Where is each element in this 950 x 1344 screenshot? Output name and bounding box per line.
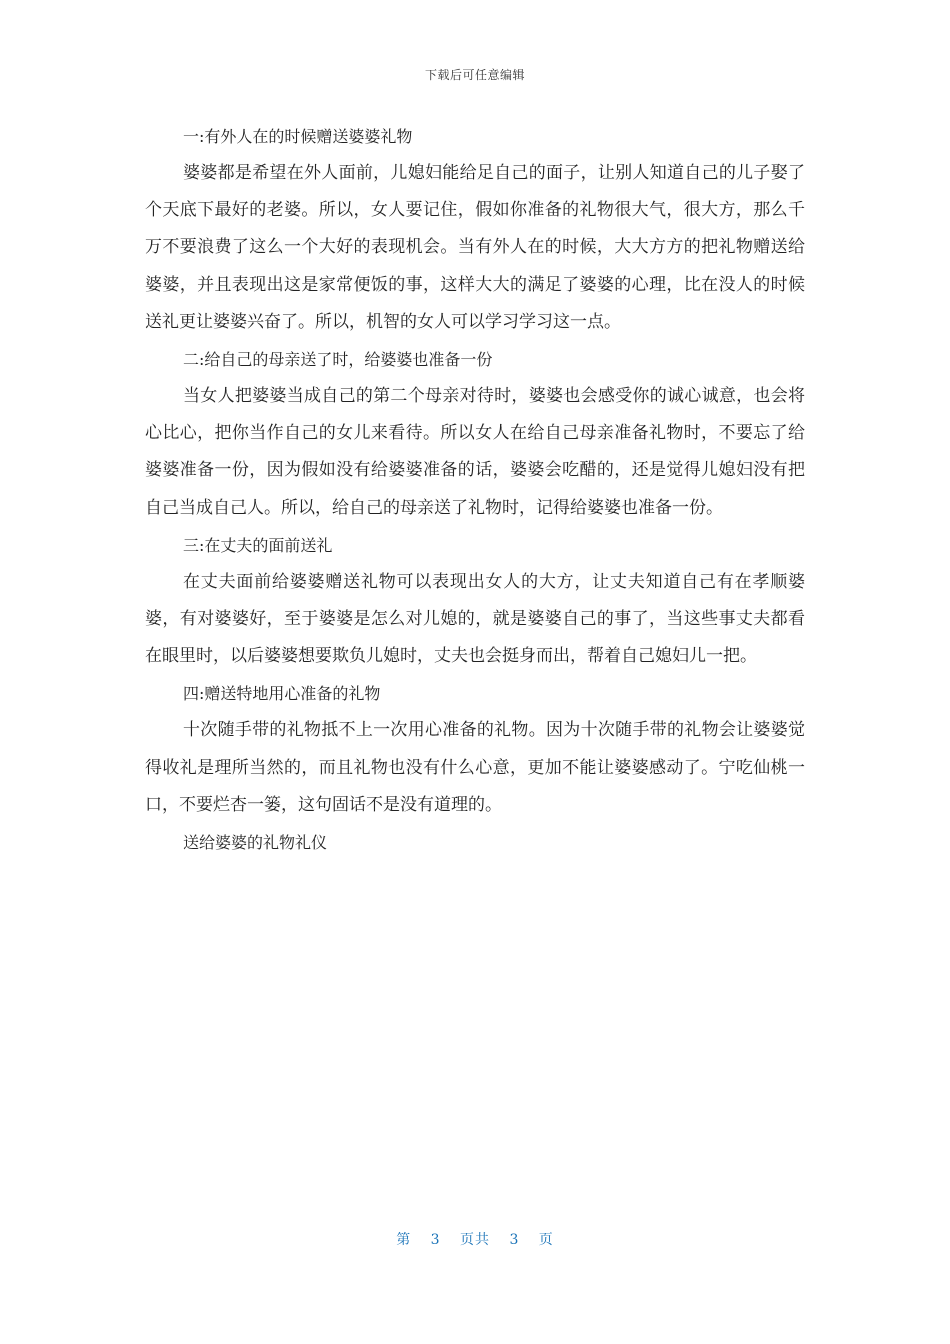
closing-line: 送给婆婆的礼物礼仪 (183, 833, 328, 853)
section-body-1: 婆婆都是希望在外人面前，儿媳妇能给足自己的面子，让别人知道自己的儿子娶了个天底下最好的老婆。所以，女人要记住，假如你准备的礼物很大气，很大方，那么千万不要浪费了这么一个大好的表现机会。当有外人在的时候，大大方方的把礼物赠送给婆婆，并且表现出这是家常便饭的事，这样大大的满足了婆婆的心理，比在没人的时候送礼更让婆婆兴奋了。所以，机智的女人可以学习学习这一点。 (145, 163, 805, 332)
document-body (145, 118, 805, 861)
section-heading-3: 三:在丈夫的面前送礼 (183, 535, 333, 555)
section-body-3: 在丈夫面前给婆婆赠送礼物可以表现出女人的大方，让丈夫知道自己有在孝顺婆婆，有对婆婆好，至于婆婆是怎么对儿媳的，就是婆婆自己的事了，当这些事丈夫都看在眼里时，以后婆婆想要欺负儿媳时，丈夫也会挺身而出，帮着自己媳妇儿一把。 (145, 571, 805, 667)
page-header: 下载后可任意编辑 (424, 68, 525, 82)
section-heading-1: 一:有外人在的时候赠送婆婆礼物 (183, 127, 413, 146)
section-body-2: 当女人把婆婆当成自己的第二个母亲对待时，婆婆也会感受你的诚心诚意，也会将心比心，把你当作自己的女儿来看待。所以女人在给自己母亲准备礼物时，不要忘了给婆婆准备一份，因为假如没有给婆婆准备的话，婆婆会吃醋的，还是觉得儿媳妇没有把自己当成自己人。所以，给自己的母亲送了礼物时，记得给婆婆也准备一份。 (145, 386, 805, 518)
section-body-4: 十次随手带的礼物抵不上一次用心准备的礼物。因为十次随手带的礼物会让婆婆觉得收礼是理所当然的，而且礼物也没有什么心意，更加不能让婆婆感动了。宁吃仙桃一口，不要烂杏一篓，这句固话不是没有道理的。 (145, 720, 805, 815)
section-heading-2: 二:给自己的母亲送了时，给婆婆也准备一份 (183, 350, 493, 370)
page-footer: 第 3 页共 3 页 (396, 1232, 554, 1248)
section-heading-4: 四:赠送特地用心准备的礼物 (183, 684, 381, 704)
